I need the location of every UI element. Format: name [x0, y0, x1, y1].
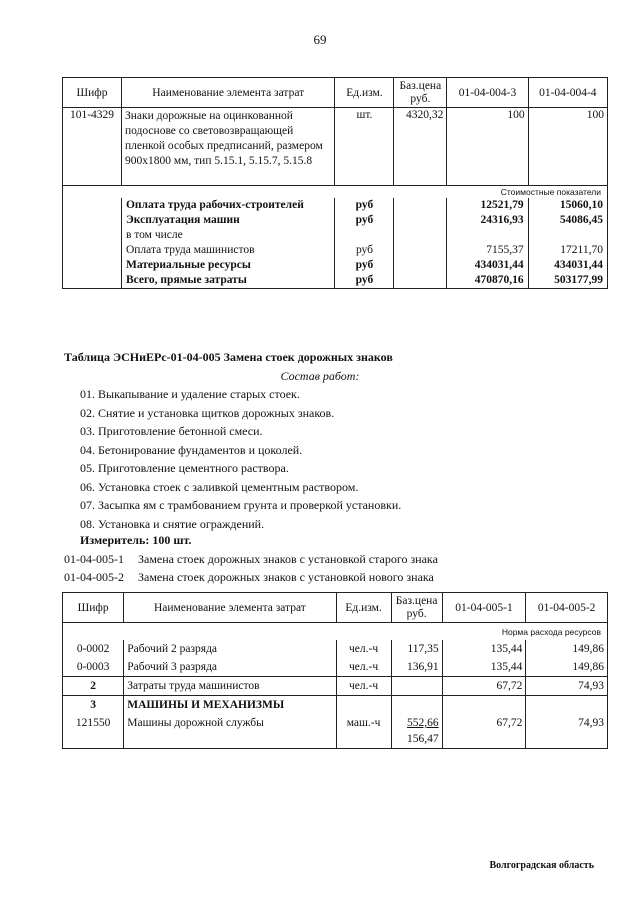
item-value-1: 100	[447, 108, 528, 186]
item-code: 101-4329	[63, 108, 122, 186]
cost-unit	[335, 228, 394, 243]
item-name: Знаки дорожные на оцинкованной подоснове со световозвращающей пленкой особых предписаний, размером 900х1800 мм, тип 5.15.1, 5.15.7, 5.15.8	[121, 108, 335, 186]
variant-item	[64, 550, 438, 568]
variant-text: Замена стоек дорожных знаков с установкой нового знака	[138, 570, 434, 584]
header-variant-2: 01-04-004-4	[528, 78, 607, 108]
work-item: 08. Установка и снятие ограждений.	[80, 516, 265, 531]
cost-indicators-header	[63, 186, 608, 198]
header-variant-2: 01-04-005-2	[526, 593, 608, 623]
cost-name: Оплата труда машинистов	[121, 243, 335, 258]
row-value-1: 67,72	[442, 714, 526, 749]
row-name: МАШИНЫ И МЕХАНИЗМЫ	[124, 696, 336, 715]
cost-price	[394, 273, 447, 289]
cost-value-2: 15060,10	[528, 198, 607, 213]
table-row	[63, 714, 608, 749]
header-price: Баз.цена руб.	[391, 593, 442, 623]
cost-name: Всего, прямые затраты	[121, 273, 335, 289]
cost-code	[63, 213, 122, 228]
cost-name: Материальные ресурсы	[121, 258, 335, 273]
variant-code: 01-04-005-1	[64, 552, 124, 566]
row-price	[391, 696, 442, 715]
row-value-1: 67,72	[442, 677, 526, 696]
cost-row	[63, 198, 608, 213]
cost-name: в том числе	[121, 228, 335, 243]
row-unit	[336, 696, 391, 715]
item-price: 4320,32	[394, 108, 447, 186]
resource-norm-table-2	[62, 592, 608, 749]
row-value-2: 149,86	[526, 640, 608, 658]
works-title: Состав работ:	[280, 369, 360, 383]
norm-label: Норма расхода ресурсов	[63, 623, 608, 641]
row-name: Машины дорожной службы	[124, 714, 336, 749]
header-unit: Ед.изм.	[336, 593, 391, 623]
page-number: 69	[313, 32, 327, 47]
cost-code	[63, 228, 122, 243]
header-unit: Ед.изм.	[335, 78, 394, 108]
norm-rows	[63, 640, 608, 749]
header-variant-1: 01-04-004-3	[447, 78, 528, 108]
variant-item	[64, 568, 438, 586]
cost-price	[394, 243, 447, 258]
row-price	[391, 640, 442, 658]
work-item: 01. Выкапывание и удаление старых стоек.	[80, 387, 300, 401]
cost-value-1: 434031,44	[447, 258, 528, 273]
work-item: 05. Приготовление цементного раствора.	[80, 461, 289, 475]
header-code: Шифр	[63, 593, 124, 623]
row-code: 121550	[63, 714, 124, 749]
row-price	[391, 677, 442, 696]
work-item: 06. Установка стоек с заливкой цементным раствором.	[80, 479, 359, 494]
cost-code	[63, 243, 122, 258]
cost-row	[63, 213, 608, 228]
header-price: Баз.цена руб.	[394, 78, 447, 108]
measure-unit: Измеритель: 100 шт.	[80, 533, 192, 547]
cost-name: Эксплуатация машин	[121, 213, 335, 228]
cost-name: Оплата труда рабочих-строителей	[121, 198, 335, 213]
cost-value-1: 470870,16	[447, 273, 528, 289]
cost-value-1	[447, 228, 528, 243]
cost-price	[394, 213, 447, 228]
cost-indicators-label: Стоимостные показатели	[63, 186, 608, 198]
header-name: Наименование элемента затрат	[121, 78, 335, 108]
row-value-1: 135,44	[442, 640, 526, 658]
row-value-1	[442, 696, 526, 715]
cost-unit: руб	[335, 243, 394, 258]
work-item: 03. Приготовление бетонной смеси.	[80, 424, 263, 438]
cost-unit: руб	[335, 258, 394, 273]
row-code: 0-0002	[63, 640, 124, 658]
row-value-2: 149,86	[526, 658, 608, 677]
cost-value-2	[528, 228, 607, 243]
table-row	[63, 640, 608, 658]
cost-rows	[63, 198, 608, 289]
variants-list	[64, 550, 438, 586]
cost-row	[63, 243, 608, 258]
norm-header	[63, 623, 608, 641]
row-unit: чел.-ч	[336, 658, 391, 677]
row-price	[391, 658, 442, 677]
cost-price	[394, 228, 447, 243]
cost-code	[63, 258, 122, 273]
header-variant-1: 01-04-005-1	[442, 593, 526, 623]
table-header-row	[63, 593, 608, 623]
cost-row	[63, 273, 608, 289]
work-item: 04. Бетонирование фундаментов и цоколей.	[80, 442, 303, 457]
cost-value-2: 54086,45	[528, 213, 607, 228]
header-name: Наименование элемента затрат	[124, 593, 336, 623]
variant-text: Замена стоек дорожных знаков с установкой старого знака	[138, 552, 438, 566]
cost-value-2: 17211,70	[528, 243, 607, 258]
row-code: 2	[63, 677, 124, 696]
row-value-2	[526, 696, 608, 715]
row-value-2: 74,93	[526, 714, 608, 749]
table-header-row	[63, 78, 608, 108]
table-row	[63, 696, 608, 715]
row-code: 3	[63, 696, 124, 715]
table-row	[63, 108, 608, 186]
row-unit: чел.-ч	[336, 677, 391, 696]
resource-cost-table-1	[62, 77, 608, 289]
cost-code	[63, 198, 122, 213]
cost-unit: руб	[335, 273, 394, 289]
cost-value-2: 503177,99	[528, 273, 607, 289]
row-value-2: 74,93	[526, 677, 608, 696]
cost-unit: руб	[335, 213, 394, 228]
variant-code: 01-04-005-2	[64, 570, 124, 584]
cost-row	[63, 258, 608, 273]
row-name: Рабочий 2 разряда	[124, 640, 336, 658]
cost-value-1: 12521,79	[447, 198, 528, 213]
cost-price	[394, 258, 447, 273]
cost-value-1: 24316,93	[447, 213, 528, 228]
cost-price	[394, 198, 447, 213]
row-unit: чел.-ч	[336, 640, 391, 658]
item-unit: шт.	[335, 108, 394, 186]
header-code: Шифр	[63, 78, 122, 108]
row-price-value: 552,66	[407, 717, 439, 729]
section-title: Таблица ЭСНиЕРс-01-04-005 Замена стоек дорожных знаков	[64, 350, 393, 364]
row-price-value: 136,91	[407, 661, 439, 673]
item-value-2: 100	[528, 108, 607, 186]
row-value-1: 135,44	[442, 658, 526, 677]
cost-unit: руб	[335, 198, 394, 213]
row-code: 0-0003	[63, 658, 124, 677]
row-price-value: 117,35	[407, 643, 439, 655]
row-name: Рабочий 3 разряда	[124, 658, 336, 677]
cost-code	[63, 273, 122, 289]
row-name: Затраты труда машинистов	[124, 677, 336, 696]
work-item: 07. Засыпка ям с трамбованием грунта и проверкой установки.	[80, 498, 402, 512]
works-list	[80, 385, 401, 533]
cost-value-2: 434031,44	[528, 258, 607, 273]
work-item: 02. Снятие и установка щитков дорожных знаков.	[80, 405, 335, 420]
row-price-value-2: 156,47	[407, 733, 439, 745]
table-row	[63, 677, 608, 696]
cost-value-1: 7155,37	[447, 243, 528, 258]
row-unit: маш.-ч	[336, 714, 391, 749]
table-row	[63, 658, 608, 677]
cost-row	[63, 228, 608, 243]
row-price	[391, 714, 442, 749]
footer-region: Волгоградская область	[489, 860, 594, 871]
